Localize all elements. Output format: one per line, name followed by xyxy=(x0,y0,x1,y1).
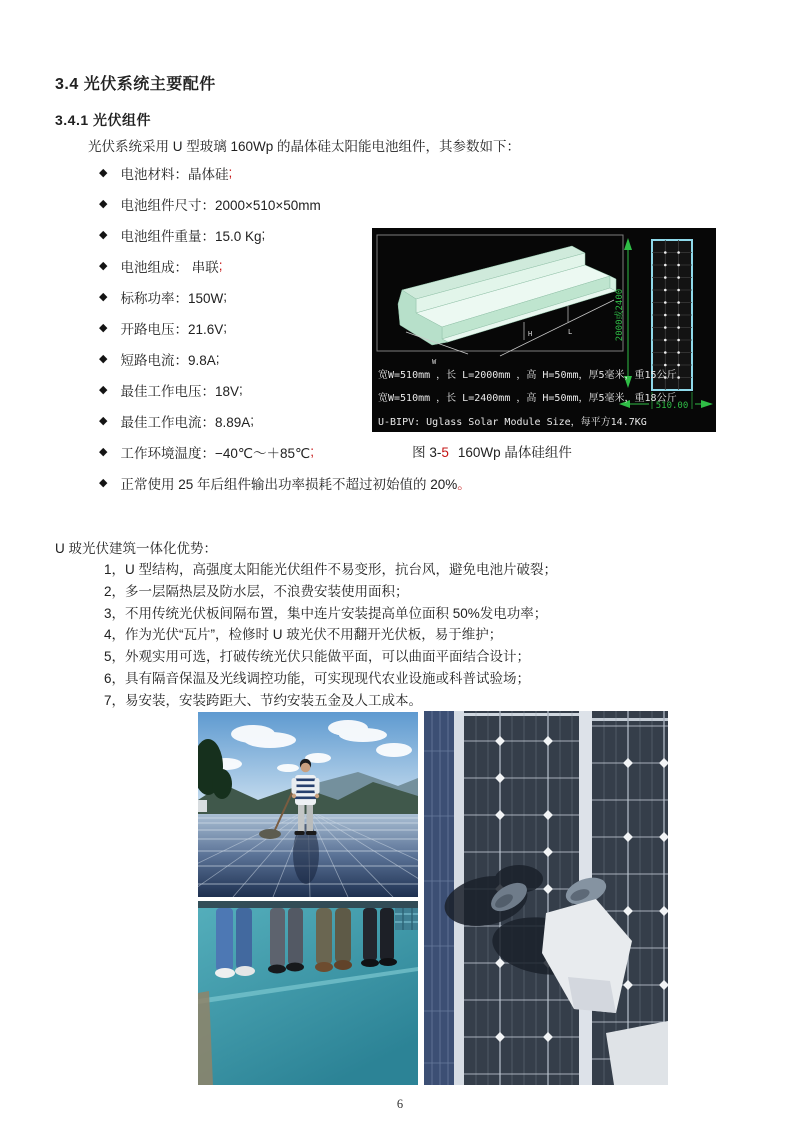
advantage-item: 1，U 型结构，高强度太阳能光伏组件不易变形，抗台风，避免电池片破裂； xyxy=(104,562,558,577)
caption-number: 5 xyxy=(441,445,449,460)
spec-punct: ; xyxy=(215,351,220,366)
spec-text: 短路电流：9.8A xyxy=(120,352,216,368)
spec-text: 最佳工作电压：18V xyxy=(120,383,239,399)
advantages-list xyxy=(104,559,557,712)
spec-text: 电池材料：晶体硅 xyxy=(120,166,229,182)
spec-text: 标称功率：150W xyxy=(120,290,224,306)
photo-people-image xyxy=(198,901,418,1085)
panel-elevation xyxy=(652,240,692,390)
spec-punct: ; xyxy=(218,258,223,273)
photo-rooftop-man-image xyxy=(198,712,418,897)
dim-width-label: 510.00 xyxy=(655,401,689,411)
diamond-bullet-icon: ◆ xyxy=(99,384,108,396)
advantage-item: 6，具有隔音保温及光线调控功能，可实现现代农业设施或科普试验场； xyxy=(104,670,531,686)
spec-text: 电池组件尺寸：2000×510×50mm xyxy=(120,197,321,213)
figure-spec-line2: 宽W=510mm ，长 L=2400mm ，高 H=50mm，厚5毫米，重18公斤 xyxy=(378,393,677,404)
photo-rooftop-man xyxy=(198,712,418,897)
spec-text: 开路电压：21.6V xyxy=(120,321,224,337)
diamond-bullet-icon: ◆ xyxy=(99,229,108,241)
spec-punct: ; xyxy=(223,289,228,304)
diamond-bullet-icon: ◆ xyxy=(99,446,108,458)
photo-panel-closeup-foot xyxy=(424,711,668,1085)
module-size-diagram xyxy=(372,228,716,432)
figure-label-l: L xyxy=(568,328,573,336)
spec-punct: ; xyxy=(239,382,243,397)
spec-punct: ; xyxy=(310,444,314,459)
spec-item xyxy=(99,188,529,219)
spec-text: 电池组件重量：15.0 Kg xyxy=(120,228,262,244)
spec-item xyxy=(99,467,529,498)
figure-spec-line3: U-BIPV: Uglass Solar Module Size，每平方14.7KG xyxy=(378,417,647,428)
spec-text: 工作环境温度：−40℃～＋85℃ xyxy=(120,445,311,461)
advantage-item: 7，易安装，安装跨距大、节约安装五金及人工成本。 xyxy=(104,692,423,708)
advantage-item: 5，外观实用可选，打破传统光伏只能做平面，可以曲面平面结合设计； xyxy=(104,649,531,665)
subsection-heading: 3.4.1 光伏组件 xyxy=(55,112,152,128)
diamond-bullet-icon: ◆ xyxy=(99,260,108,272)
spec-text: 电池组成： 串联 xyxy=(120,259,219,275)
figure-label-w: W xyxy=(432,358,437,366)
diamond-bullet-icon: ◆ xyxy=(99,167,108,179)
figure-label-h: H xyxy=(528,330,533,338)
diamond-bullet-icon: ◆ xyxy=(99,353,108,365)
spec-punct: ; xyxy=(261,227,266,242)
caption-prefix: 图 3- xyxy=(412,445,442,460)
diamond-bullet-icon: ◆ xyxy=(99,415,108,427)
figure-spec-line1: 宽W=510mm ，长 L=2000mm ，高 H=50mm，厚5毫米，重15公斤 xyxy=(378,370,677,381)
spec-punct: 。 xyxy=(457,476,471,492)
diamond-bullet-icon: ◆ xyxy=(99,477,108,489)
spec-text: 最佳工作电流：8.89A xyxy=(120,414,251,430)
dim-height-label: 2000或2400 xyxy=(615,288,625,342)
intro-paragraph: 光伏系统采用 U 型玻璃 160Wp 的晶体硅太阳能电池组件，其参数如下： xyxy=(88,139,521,154)
photo-panel-closeup-image xyxy=(424,711,668,1085)
spec-punct: ; xyxy=(250,413,255,428)
caption-suffix: 160Wp 晶体硅组件 xyxy=(457,445,572,460)
advantages-title: U 玻光伏建筑一体化优势： xyxy=(55,541,217,556)
advantage-item: 3，不用传统光伏板间隔布置，集中连片安装提高单位面积 50%发电功率； xyxy=(104,605,548,621)
spec-text: 正常使用 25 年后组件输出功率损耗不超过初始值的 20% xyxy=(120,476,458,492)
building xyxy=(198,800,207,812)
spec-item xyxy=(99,157,529,188)
page-number: 6 xyxy=(396,1097,404,1111)
section-heading: 3.4 光伏系统主要配件 xyxy=(55,76,216,93)
diamond-bullet-icon: ◆ xyxy=(99,322,108,334)
module-size-figure xyxy=(372,228,716,432)
diamond-bullet-icon: ◆ xyxy=(99,198,108,210)
plaid-shirt-patch xyxy=(395,908,418,930)
photo-people-standing-on-uglass xyxy=(198,901,418,1085)
spec-punct: ; xyxy=(223,320,228,335)
advantage-item: 4，作为光伏“瓦片”，检修时 U 玻光伏不用翻开光伏板，易于维护； xyxy=(104,627,503,643)
figure-caption xyxy=(372,441,612,461)
spec-punct: ; xyxy=(228,165,233,180)
diamond-bullet-icon: ◆ xyxy=(99,291,108,303)
advantage-item: 2，多一层隔热层及防水层，不浪费安装使用面积； xyxy=(104,583,409,599)
